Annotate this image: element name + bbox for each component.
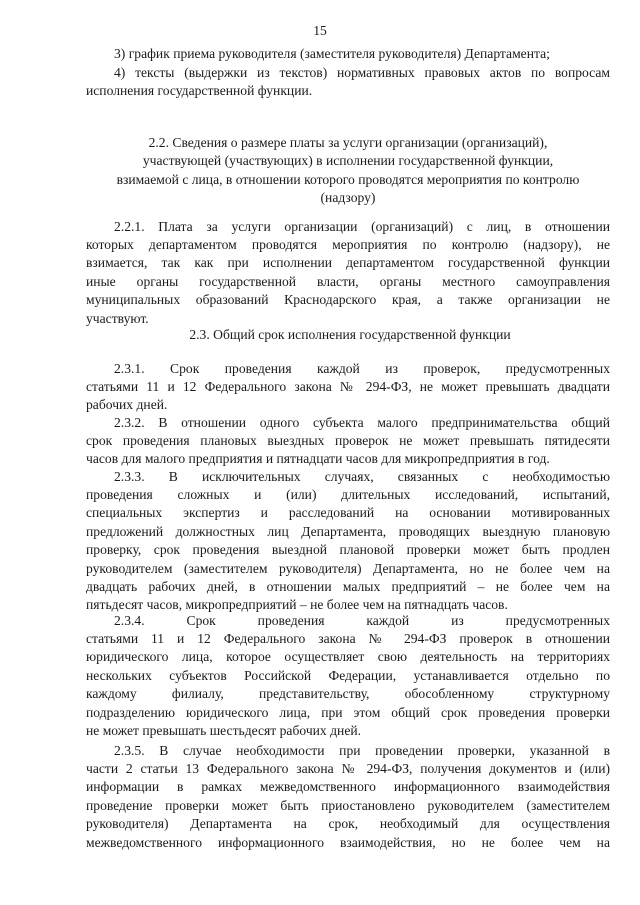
heading-line: (надзору) xyxy=(320,190,376,206)
paragraph-2-3-3 xyxy=(114,468,610,486)
paragraph-line: 2.3.5. В случае необходимости при проведении проверки, указанной в xyxy=(114,743,610,758)
paragraph-line: пятьдесят часов, микропредприятий – не более чем на пятнадцать часов. xyxy=(86,597,508,613)
paragraph-2-3-2 xyxy=(114,414,610,432)
heading-line: участвующей (участвующих) в исполнении государственной функции, xyxy=(142,153,554,169)
paragraph-2-3-1 xyxy=(114,360,610,378)
paragraph-2-2-1-body xyxy=(86,236,610,328)
paragraph-line: подразделению юридического лица, при этом общий срок проведения проверки xyxy=(86,704,610,720)
list-item xyxy=(114,64,610,82)
paragraph-line: рабочих дней. xyxy=(86,397,168,413)
list-item-4: 4) тексты (выдержки из текстов) нормативных правовых актов по вопросам xyxy=(114,65,610,80)
paragraph-line: 2.3.3. В исключительных случаях, связанных с необходимостью xyxy=(114,469,610,484)
paragraph-line: не может превышать шестьдесят рабочих дней. xyxy=(86,723,362,739)
paragraph-2-3-4 xyxy=(114,612,610,630)
paragraph-2-2-1 xyxy=(114,218,610,236)
paragraph-line: 2.2.1. Плата за услуги организации (организаций) с лиц, в отношении xyxy=(114,219,610,234)
paragraph-2-3-2-body xyxy=(86,432,610,469)
paragraph-line: которых департаментом проводятся мероприятия по контролю (надзору), не xyxy=(86,237,610,252)
section-heading-2-3 xyxy=(60,326,640,344)
paragraph-line: информации в рамках межведомственного информационного взаимодействия xyxy=(86,779,610,795)
heading-line: 2.3. Общий срок исполнения государственной функции xyxy=(189,327,511,342)
paragraph-line: 2.3.2. В отношении одного субъекта малого предпринимательства общий xyxy=(114,415,610,430)
section-heading-2-2 xyxy=(70,134,626,208)
paragraph-line: каждому филиалу, представительству, обособленному структурному xyxy=(86,686,610,702)
paragraph-line: двадцать рабочих дней, в отношении малых предприятий – не более чем на xyxy=(86,579,610,595)
paragraph-2-3-4-body xyxy=(86,630,610,740)
paragraph-line: участвуют. xyxy=(86,310,149,326)
paragraph-2-3-1-body xyxy=(86,378,610,415)
paragraph-line: статьями 11 и 12 Федерального закона № 294-ФЗ проверок в отношении xyxy=(86,631,610,646)
paragraph-2-3-5-body xyxy=(86,760,610,852)
paragraph-line: иные органы государственной власти, органы местного самоуправления xyxy=(86,273,610,289)
paragraph-line: руководителем (заместителем руководителя) Департамента, но не более чем на xyxy=(86,560,610,576)
paragraph-line: статьями 11 и 12 Федерального закона № 294-ФЗ, не может превышать двадцати xyxy=(86,379,610,394)
heading-line: взимаемой с лица, в отношении которого проводятся мероприятия по контролю xyxy=(116,171,580,187)
paragraph-line: 2.3.1. Срок проведения каждой из проверок, предусмотренных xyxy=(114,361,610,376)
paragraph-line: взимается, так как при исполнении департаментом государственной функции xyxy=(86,255,610,271)
paragraph-line: часов для малого предприятия и пятнадцати часов для микропредприятия в год. xyxy=(86,451,550,467)
paragraph-line: руководителя) Департамента на срок, необходимый для осуществления xyxy=(86,816,610,832)
paragraph-line: части 2 статьи 13 Федерального закона № 294-ФЗ, получения документов и (или) xyxy=(86,761,610,776)
paragraph-line: муниципальных образований Краснодарского края, а также организации не xyxy=(86,292,610,308)
paragraph-line: проведения сложных и (или) длительных исследований, испытаний, xyxy=(86,487,610,502)
paragraph-2-3-5 xyxy=(114,742,610,760)
list-item xyxy=(114,45,610,63)
paragraph-line: проверку, срок проведения выездной плановой проверки может быть продлен xyxy=(86,542,610,558)
paragraph-line: юридического лица, которое осуществляет свою деятельность на территориях xyxy=(86,649,610,665)
paragraph-line: специальных экспертиз и расследований на основании мотивированных xyxy=(86,505,610,521)
heading-line: 2.2. Сведения о размере платы за услуги организации (организаций), xyxy=(148,135,548,150)
paragraph-line: предложений должностных лиц Департамента, проводящих выездную плановую xyxy=(86,523,610,539)
page-number: 15 xyxy=(313,23,327,38)
paragraph-line: нескольких субъектов Российской Федерации, устанавливается отдельно по xyxy=(86,667,610,683)
list-item-3: 3) график приема руководителя (заместителя руководителя) Департамента; xyxy=(114,46,550,61)
paragraph-2-3-3-body xyxy=(86,486,610,615)
list-item-4-cont: исполнения государственной функции. xyxy=(86,83,313,98)
paragraph-line: межведомственного информационного взаимодействия, но не более чем на xyxy=(86,834,610,850)
paragraph-line: проведение проверки может быть приостановлено руководителем (заместителем xyxy=(86,797,610,813)
paragraph-line: срок проведения плановых выездных проверок не может превышать пятидесяти xyxy=(86,433,610,448)
list-item-continuation xyxy=(86,82,610,100)
paragraph-line: 2.3.4. Срок проведения каждой из предусмотренных xyxy=(114,613,610,628)
